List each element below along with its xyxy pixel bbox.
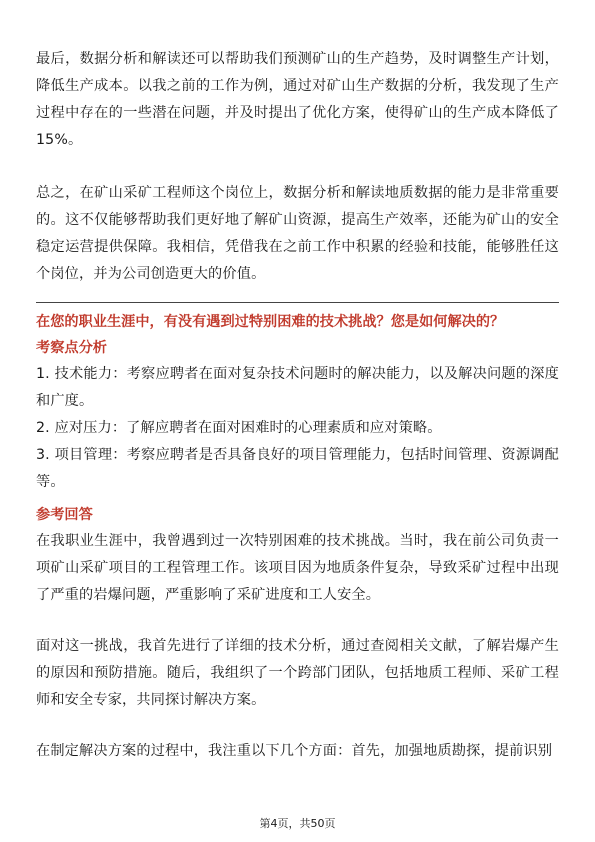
- section-divider: [36, 302, 559, 303]
- analysis-point: 1. 技术能力：考察应聘者在面对复杂技术问题时的解决能力，以及解决问题的深度和广度。: [36, 366, 559, 409]
- answer-paragraph: 在制定解决方案的过程中，我注重以下几个方面：首先，加强地质勘探，提前识别: [36, 743, 553, 759]
- intro-paragraph: 最后，数据分析和解读还可以帮助我们预测矿山的生产趋势，及时调整生产计划，降低生产成本。以我之前的工作为例，通过对矿山生产数据的分析，我发现了生产过程中存在的一些潜在问题，并及时提出了优化方案，使得矿山的生产成本降低了15%。: [36, 51, 559, 148]
- analysis-point: 3. 项目管理：考察应聘者是否具备良好的项目管理能力，包括时间管理、资源调配等。: [36, 447, 559, 490]
- answer-heading: 参考回答: [36, 507, 93, 523]
- document-body: [36, 46, 559, 765]
- answer-paragraph: 面对这一挑战，我首先进行了详细的技术分析，通过查阅相关文献，了解岩爆产生的原因和预防措施。随后，我组织了一个跨部门团队，包括地质工程师、采矿工程师和安全专家，共同探讨解决方案。: [36, 638, 559, 708]
- analysis-point: 2. 应对压力：了解应聘者在面对困难时的心理素质和应对策略。: [36, 420, 442, 436]
- intro-paragraph: 总之，在矿山采矿工程师这个岗位上，数据分析和解读地质数据的能力是非常重要的。这不仅能够帮助我们更好地了解矿山资源，提高生产效率，还能为矿山的安全稳定运营提供保障。我相信，凭借我在之前工作中积累的经验和技能，能够胜任这个岗位，并为公司创造更大的价值。: [36, 185, 559, 282]
- interview-question: 在您的职业生涯中，有没有遇到过特别困难的技术挑战？您是如何解决的？: [36, 314, 505, 330]
- analysis-heading: 考察点分析: [36, 340, 107, 356]
- page-number: 第4页，共50页: [259, 817, 336, 830]
- answer-paragraph: 在我职业生涯中，我曾遇到过一次特别困难的技术挑战。当时，我在前公司负责一项矿山采矿项目的工程管理工作。该项目因为地质条件复杂，导致采矿过程中出现了严重的岩爆问题，严重影响了采矿进度和工人安全。: [36, 533, 559, 603]
